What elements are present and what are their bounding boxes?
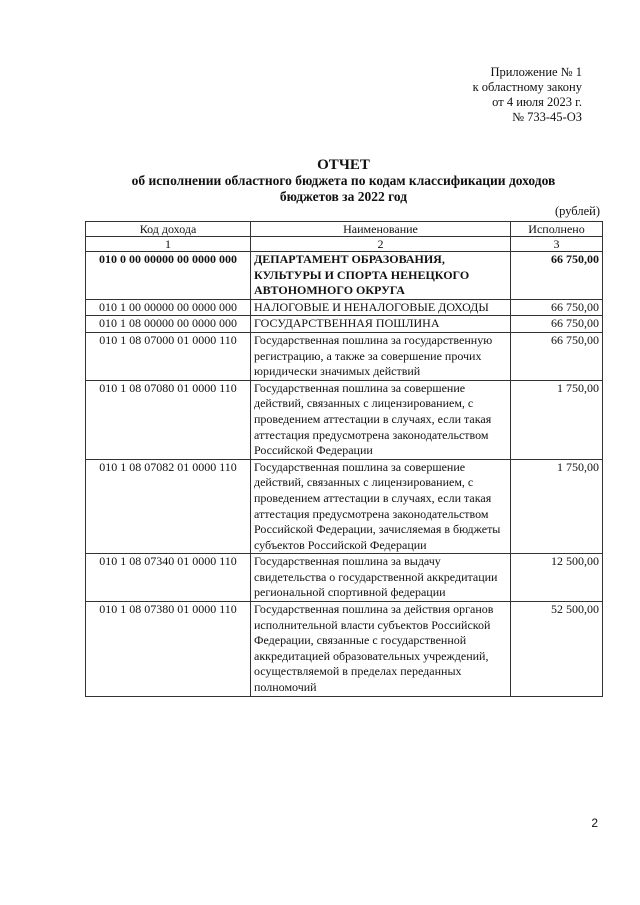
row-name: НАЛОГОВЫЕ И НЕНАЛОГОВЫЕ ДОХОДЫ (251, 299, 511, 316)
appendix-line: № 733-45-ОЗ (512, 110, 582, 124)
appendix-block (382, 65, 582, 125)
page-number: 2 (591, 816, 598, 830)
row-name: Государственная пошлина за совершение действий, связанных с лицензированием, с проведением аттестации в случаях, если такая аттестация предусмотрена законодательством Российской Федерации, зачисляемая в бюджеты субъектов Российской Федерации (251, 459, 511, 554)
table-row (86, 332, 603, 380)
row-code: 010 1 08 07080 01 0000 110 (86, 380, 251, 459)
row-code: 010 1 08 07082 01 0000 110 (86, 459, 251, 554)
row-code: 010 1 08 07340 01 0000 110 (86, 554, 251, 602)
table-row (86, 602, 603, 697)
column-number: 2 (251, 237, 511, 252)
row-amount: 66 750,00 (511, 316, 603, 333)
row-code: 010 1 00 00000 00 0000 000 (86, 299, 251, 316)
row-amount: 1 750,00 (511, 380, 603, 459)
table-column-numbers-row (86, 237, 603, 252)
appendix-line: Приложение № 1 (490, 65, 582, 79)
row-code: 010 1 08 07380 01 0000 110 (86, 602, 251, 697)
row-amount: 1 750,00 (511, 459, 603, 554)
table-row (86, 316, 603, 333)
row-name: ДЕПАРТАМЕНТ ОБРАЗОВАНИЯ, КУЛЬТУРЫ И СПОРТА НЕНЕЦКОГО АВТОНОМНОГО ОКРУГА (251, 252, 511, 300)
table-row (86, 299, 603, 316)
row-name: Государственная пошлина за государственную регистрацию, а также за совершение прочих юридически значимых действий (251, 332, 511, 380)
column-header-name: Наименование (251, 222, 511, 237)
revenue-table (85, 221, 603, 697)
table-row (86, 459, 603, 554)
report-title (85, 157, 602, 205)
row-code: 010 1 08 07000 01 0000 110 (86, 332, 251, 380)
table-header-row (86, 222, 603, 237)
row-code: 010 0 00 00000 00 0000 000 (86, 252, 251, 300)
title-line: бюджетов за 2022 год (279, 189, 408, 204)
table-row (86, 380, 603, 459)
appendix-line: к областному закону (472, 80, 582, 94)
column-header-code: Код дохода (86, 222, 251, 237)
row-amount: 66 750,00 (511, 332, 603, 380)
column-header-amount: Исполнено (511, 222, 603, 237)
row-amount: 52 500,00 (511, 602, 603, 697)
units-label: (рублей) (554, 204, 600, 218)
row-name: ГОСУДАРСТВЕННАЯ ПОШЛИНА (251, 316, 511, 333)
row-amount: 66 750,00 (511, 299, 603, 316)
column-number: 1 (86, 237, 251, 252)
row-code: 010 1 08 00000 00 0000 000 (86, 316, 251, 333)
title-line: об исполнении областного бюджета по кодам классификации доходов (131, 173, 556, 188)
title-line: ОТЧЕТ (317, 157, 370, 173)
table-row (86, 554, 603, 602)
column-number: 3 (511, 237, 603, 252)
row-amount: 66 750,00 (511, 252, 603, 300)
appendix-line: от 4 июля 2023 г. (492, 95, 582, 109)
row-amount: 12 500,00 (511, 554, 603, 602)
row-name: Государственная пошлина за действия органов исполнительной власти субъектов Российской Федерации, связанные с государственной аккредитацией образовательных учреждений, осуществляемой в пределах переданных полномочий (251, 602, 511, 697)
row-name: Государственная пошлина за совершение действий, связанных с лицензированием, с проведением аттестации в случаях, если такая аттестация предусмотрена законодательством Российской Федерации (251, 380, 511, 459)
row-name: Государственная пошлина за выдачу свидетельства о государственной аккредитации региональной спортивной федерации (251, 554, 511, 602)
table-row (86, 252, 603, 300)
